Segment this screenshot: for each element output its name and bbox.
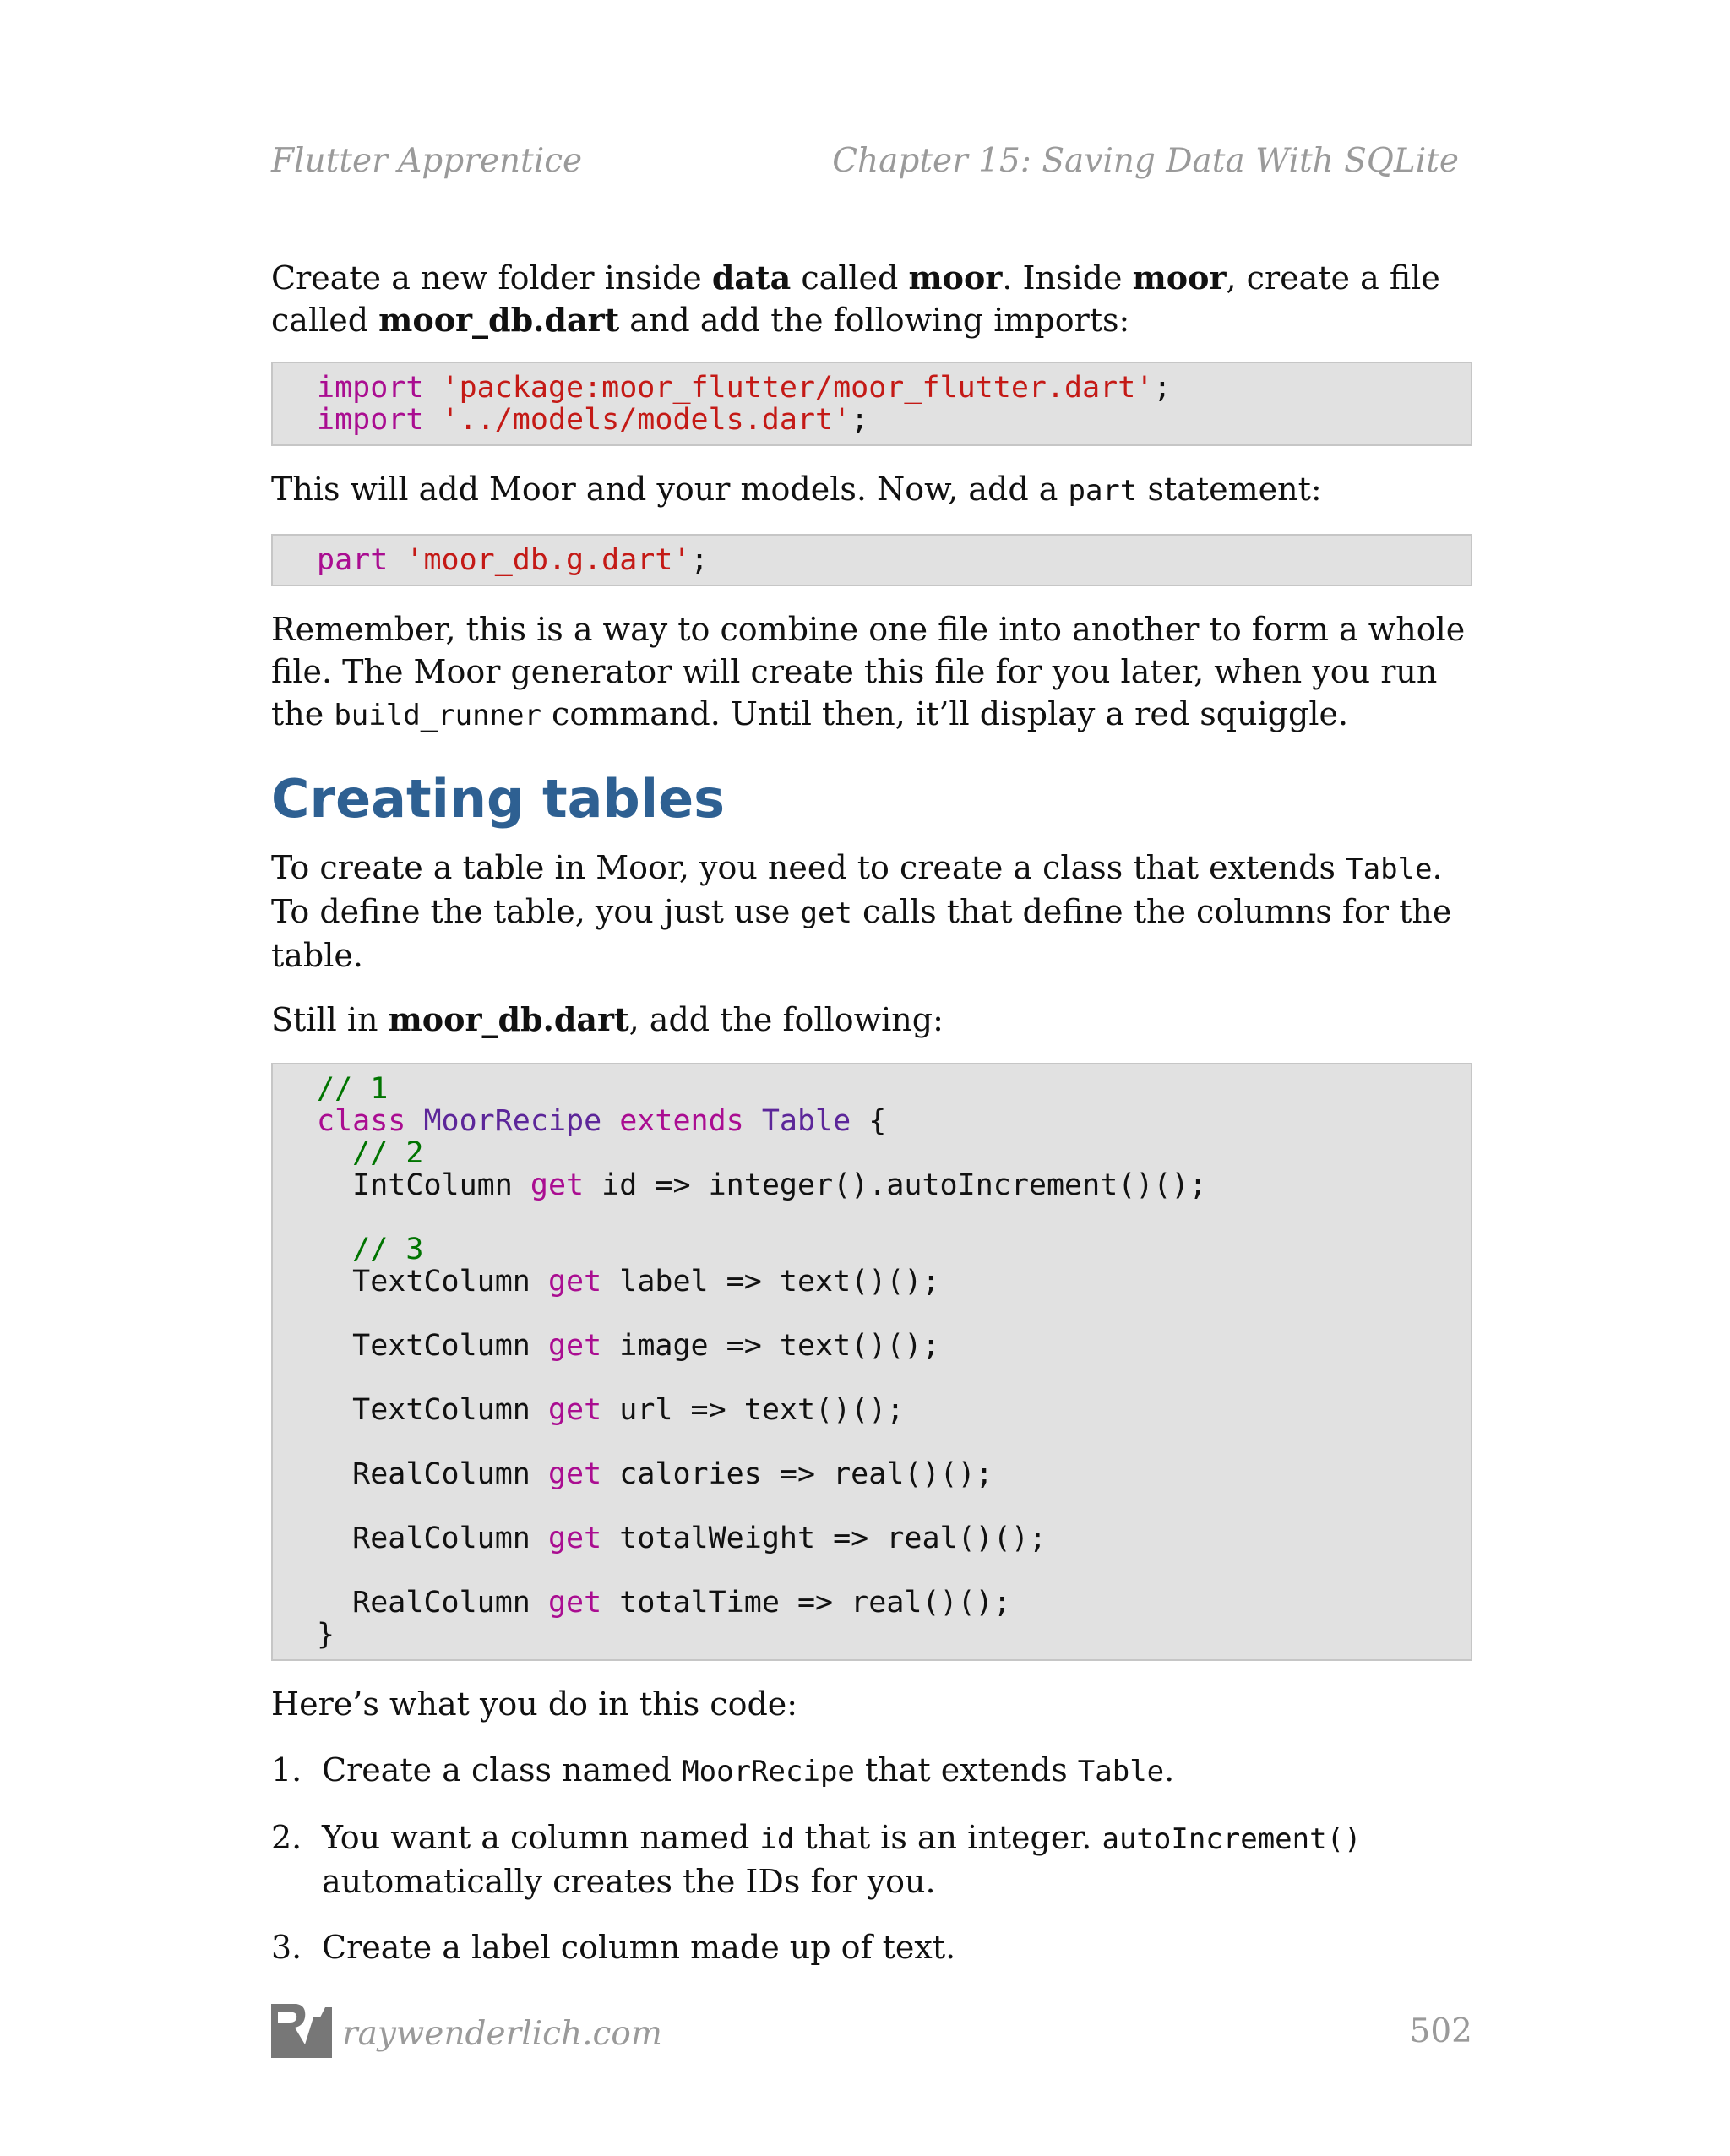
intro-bold-moor: moor [908,259,1003,297]
code-text: url => text()(); [601,1393,905,1427]
still-paragraph [271,999,1472,1041]
inline-code-build-runner: build_runner [334,699,541,732]
page-content [271,257,1472,1968]
list-text: that extends [854,1751,1078,1788]
list-item [271,1749,1472,1793]
page-number: 502 [1409,2012,1472,2050]
code-type: RealColumn [352,1457,530,1491]
code-comment: // 1 [317,1072,389,1106]
code-keyword: get [547,1586,602,1620]
code-line [317,1073,1427,1105]
intro-paragraph [271,257,1472,341]
code-keyword: class [317,1104,406,1138]
code-text: calories => real()(); [601,1457,993,1491]
inline-code-part: part [1068,474,1138,508]
code-line [317,1137,1427,1169]
list-text: Create a label column made up of text. [322,1929,956,1966]
list-text: Create a class named [322,1751,683,1788]
code-line [317,1105,1427,1137]
code-punct: { [851,1104,887,1138]
intro-text-5: and add the following imports: [619,302,1130,339]
part-text-1: This will add Moor and your models. Now, add a [271,471,1069,508]
heres-paragraph: Here’s what you do in this code: [271,1685,798,1723]
code-keyword: get [547,1265,602,1298]
chapter-title: Chapter 15: Saving Data With SQLite [832,142,1459,180]
remember-text-1: Remember, this is a way to combine one file into another to form a whole file. The Moor generator will create this file for you later, when you run the [271,611,1466,732]
code-line [317,1330,1427,1362]
list-number: 1. [271,1751,302,1788]
code-line [317,1233,1427,1266]
inline-code-get: get [800,896,852,930]
intro-text-3: . Inside [1002,259,1133,297]
code-string: 'moor_db.g.dart' [405,543,691,577]
part-text-2: statement: [1137,471,1322,508]
code-keyword: extends [619,1104,744,1138]
code-line [317,1266,1427,1298]
remember-text-2: command. Until then, it’ll display a red squiggle. [541,695,1349,732]
code-keyword: import [317,371,424,405]
still-text-2: , add the following: [628,1001,944,1038]
intro-bold-data: data [711,259,792,297]
raywenderlich-logo-icon [271,2001,332,2061]
code-line [317,1619,1427,1651]
table-text-2: . To define the table, you just use [271,849,1443,930]
code-string: '../models/models.dart' [441,403,851,437]
code-block-part [271,534,1472,586]
code-line [317,1458,1427,1490]
inline-code-table: Table [1346,852,1433,886]
part-paragraph [271,468,1472,512]
list-item [271,1816,1472,1903]
code-keyword: get [547,1329,602,1363]
code-string: 'package:moor_flutter/moor_flutter.dart' [441,371,1154,405]
code-line [317,1394,1427,1426]
table-text-1: To create a table in Moor, you need to create a class that extends [271,849,1346,886]
code-line-blank [317,1554,1427,1587]
list-text: automatically creates the IDs for you. [322,1863,936,1900]
code-line [317,1587,1427,1619]
code-punct: ; [690,543,709,577]
code-type: IntColumn [352,1168,513,1202]
code-type: TextColumn [352,1329,530,1363]
code-line-blank [317,1362,1427,1394]
still-text-1: Still in [271,1001,389,1038]
code-comment: // 3 [352,1233,424,1266]
code-punct: ; [1153,371,1172,405]
intro-bold-moor-2: moor [1132,259,1227,297]
code-text: label => text()(); [601,1265,940,1298]
code-line-blank [317,1201,1427,1233]
code-text: image => text()(); [601,1329,940,1363]
code-line [317,544,1427,576]
section-heading: Creating tables [271,768,726,830]
intro-text-4: , create a file called [271,259,1440,339]
list-text: . [1164,1751,1175,1788]
code-punct: ; [851,403,869,437]
code-text: totalTime => real()(); [601,1586,1011,1620]
code-keyword: import [317,403,424,437]
intro-text-2: called [791,259,909,297]
code-type: TextColumn [352,1265,530,1298]
footer-site-link[interactable]: raywenderlich.com [342,2015,662,2053]
code-punct: } [317,1618,335,1652]
list-text: You want a column named [322,1819,760,1856]
code-keyword: get [530,1168,585,1202]
code-line-blank [317,1426,1427,1458]
code-line-blank [317,1298,1427,1330]
code-type: Table [761,1104,851,1138]
inline-code: Table [1077,1755,1165,1788]
code-keyword: get [547,1522,602,1555]
explanation-list [271,1749,1472,1968]
code-line-blank [317,1490,1427,1522]
remember-paragraph [271,608,1472,737]
code-type: TextColumn [352,1393,530,1427]
list-number: 3. [271,1929,302,1966]
intro-text-1: Create a new folder inside [271,259,712,297]
inline-code: id [759,1822,795,1856]
table-text-3: calls that define the columns for the table. [271,893,1452,974]
code-line [317,404,1427,436]
code-keyword: get [547,1393,602,1427]
still-bold-filename: moor_db.dart [388,1000,629,1038]
intro-bold-filename: moor_db.dart [378,301,620,339]
list-item [271,1926,1472,1968]
code-keyword: get [547,1457,602,1491]
inline-code: MoorRecipe [682,1755,855,1788]
book-title: Flutter Apprentice [271,142,583,180]
code-comment: // 2 [352,1136,424,1170]
code-text: id => integer().autoIncrement()(); [584,1168,1207,1202]
table-paragraph [271,847,1472,977]
code-keyword: part [317,543,389,577]
list-number: 2. [271,1819,302,1856]
code-block-class [271,1063,1472,1661]
code-line [317,1169,1427,1201]
code-text: totalWeight => real()(); [601,1522,1047,1555]
list-text: that is an integer. [794,1819,1102,1856]
code-block-imports [271,362,1472,446]
inline-code: autoIncrement() [1102,1822,1362,1856]
code-class-name: MoorRecipe [423,1104,602,1138]
code-line [317,1522,1427,1554]
code-type: RealColumn [352,1586,530,1620]
code-line [317,372,1427,404]
code-type: RealColumn [352,1522,530,1555]
